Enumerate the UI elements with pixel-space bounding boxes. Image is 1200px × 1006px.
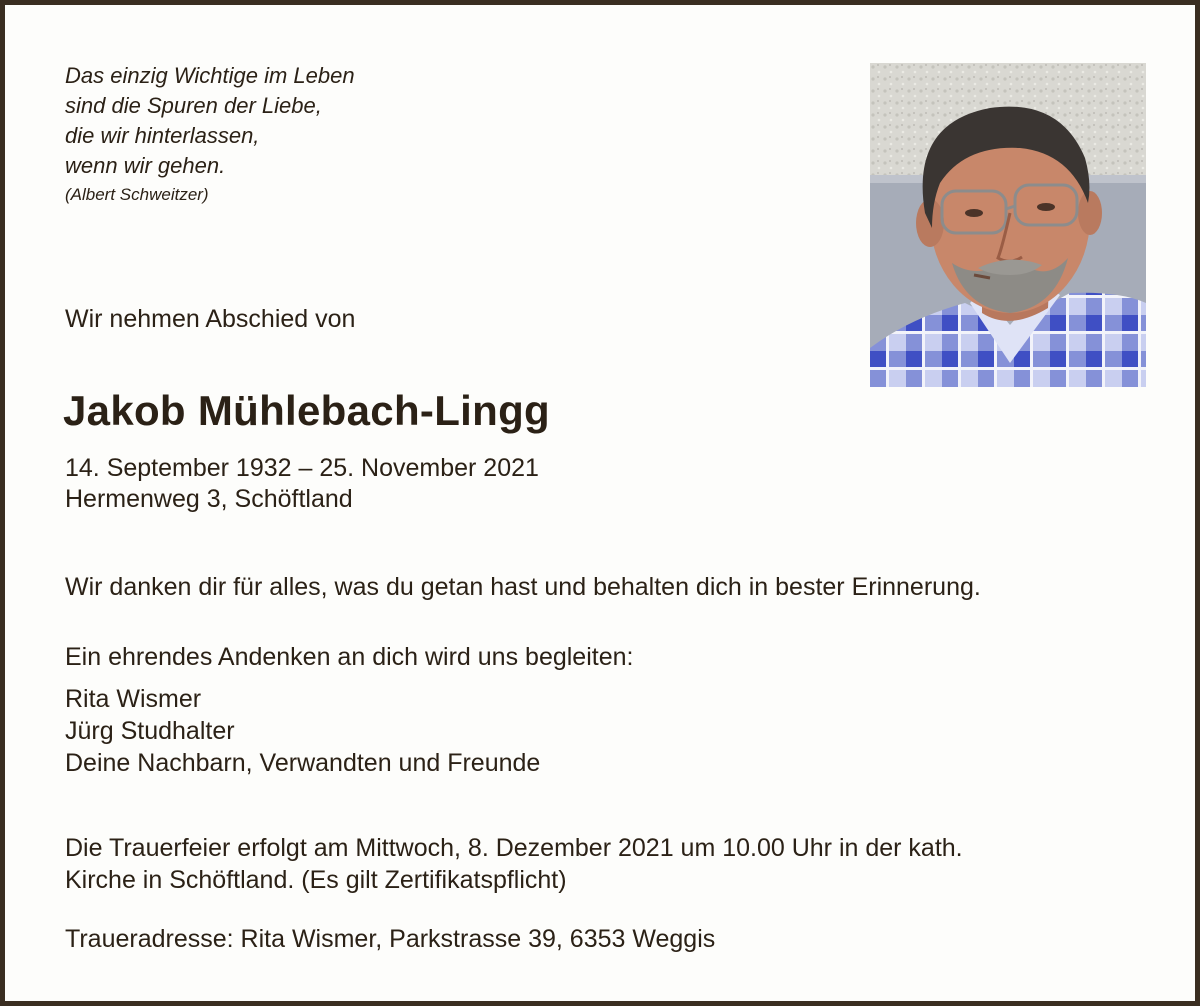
quote-line: wenn wir gehen. [65, 153, 226, 178]
mourning-address: Traueradresse: Rita Wismer, Parkstrasse 39, 6353 Weggis [65, 925, 716, 953]
life-dates: 14. September 1932 – 25. November 2021 [65, 454, 539, 482]
quote-line: die wir hinterlassen, [65, 123, 260, 148]
mourner-name: Deine Nachbarn, Verwandten und Freunde [65, 749, 541, 777]
service-text: Die Trauerfeier erfolgt am Mittwoch, 8. Dezember 2021 um 10.00 Uhr in der kath. [65, 834, 963, 862]
thanks-text: Wir danken dir für alles, was du getan hast und behalten dich in bester Erinnerung. [65, 573, 981, 601]
intro-text: Wir nehmen Abschied von [65, 305, 356, 333]
quote-line: Das einzig Wichtige im Leben [65, 63, 355, 88]
deceased-name: Jakob Mühlebach-Lingg [63, 387, 550, 434]
quote-line: sind die Spuren der Liebe, [65, 93, 322, 118]
quote [65, 61, 355, 181]
quote-author: (Albert Schweitzer) [65, 185, 209, 204]
home-address: Hermenweg 3, Schöftland [65, 485, 353, 513]
mourner-name: Rita Wismer [65, 685, 202, 713]
portrait-illustration [870, 63, 1146, 387]
mourner-name: Jürg Studhalter [65, 717, 235, 745]
service-text: Kirche in Schöftland. (Es gilt Zertifikatspflicht) [65, 866, 567, 894]
memory-intro: Ein ehrendes Andenken an dich wird uns begleiten: [65, 643, 634, 671]
portrait-photo [870, 63, 1146, 387]
